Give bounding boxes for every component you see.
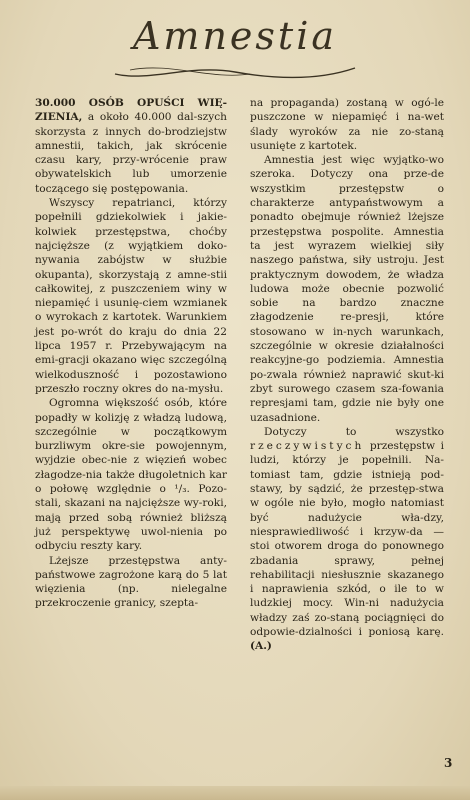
- page-edge: [0, 786, 470, 800]
- paragraph-text: Dotyczy to wszystko: [264, 425, 444, 438]
- paragraph-text: przestępstw i ludzi, którzy je popełnili. Na-tomiast tam, gdzie istnieją pod-stawy, by sądzić, że przestęp-stwa w ogóle nie było, mogło natomiast być nadużycie wła-dzy, niesprawiedliwość i krzyw-da — stoi otworem droga do ponownego zbadania sprawy, pełnej rehabilitacji niesłusznie skazanego i naprawienia szkód, o ile to w ludzkiej mocy. Win-ni nadużycia władzy zaś zo-staną pociągnięci do odpowie-dzialności i poniosą karę.: [250, 440, 444, 638]
- title-flourish-ornament: [110, 60, 360, 84]
- article-title: Amnestia: [132, 14, 338, 58]
- page-number: 3: [444, 756, 453, 770]
- left-column: [35, 96, 227, 611]
- right-column: [250, 96, 444, 654]
- paragraph: Lżejsze przestępstwa anty-państwowe zagrożone karą do 5 lat więzienia (np. nielegalne przekroczenie granicy, szepta-: [35, 554, 227, 610]
- paragraph: Wszyscy repatrianci, którzy popełnili gdziekolwiek i jakie-kolwiek przestępstwa, choćby najcięższe (z wyjątkiem doko-nywania zabójstw w służbie okupanta), skorzystają z amne-stii całkowitej, z puszczeniem winy w niepamięć i usunię-ciem wzmianek o wyrokach z kartotek. Warunkiem jest po-wrót do kraju do dnia 22 lipca 1957 r. Przebywającym na emi-gracji okazano więc szczególną wielkoduszność i pozostawiono przeszło roczny okres do na-mysłu.: [35, 197, 227, 395]
- paragraph: [35, 96, 227, 196]
- paragraph: Amnestia jest więc wyjątko-wo szeroka. Dotyczy ona prze-de wszystkim przestępstw o charakterze antypaństwowym a ponadto obejmuje również lżejsze przestępstwa pospolite. Amnestia ta jest wyrazem wielkiej siły naszego państwa, siły ustroju. Jest praktycznym dowodem, że władza ludowa może obecnie pozwolić sobie na bardzo znaczne złagodzenie re-presji, które stosowano w in-nych warunkach, szczególnie w okresie działalności reakcyjne-go podziemia. Amnestia po-zwala również naprawić skut-ki zbyt surowego czasem sza-fowania represjami tam, gdzie nie były one uzasadnione.: [250, 154, 444, 424]
- lead-text: 30.000 OSÓB OPUŚCI WIĘ-ZIENIA,: [35, 97, 227, 124]
- paragraph-text: a około 40.000 dal-szych skorzysta z innych do-brodziejstw amnestii, takich, jak skrócenie czasu kary, przy-wrócenie praw obywatelskich lub umorzenie toczącego się postępowania.: [35, 111, 227, 195]
- emphasized-word: rzeczywistych: [250, 440, 365, 453]
- paragraph: Ogromna większość osób, które popadły w kolizję z władzą ludową, szczególnie w początkowym burzliwym okre-sie powojennym, wyjdzie obec-nie z więzień wobec złagodze-nia także długoletnich kar o połowę względnie o ¹/₃. Pozo-stali, skazani na najcięższe wy-roki, mają przed sobą również bliższą już perspektywę uwol-nienia po odbyciu reszty kary.: [35, 397, 227, 553]
- author-signature: (A.): [250, 640, 272, 653]
- paragraph: [250, 425, 444, 654]
- paragraph: na propaganda) zostaną w ogó-le puszczone w niepamięć i na-wet ślady wyroków za nie zo-staną usunięte z kartotek.: [250, 97, 444, 152]
